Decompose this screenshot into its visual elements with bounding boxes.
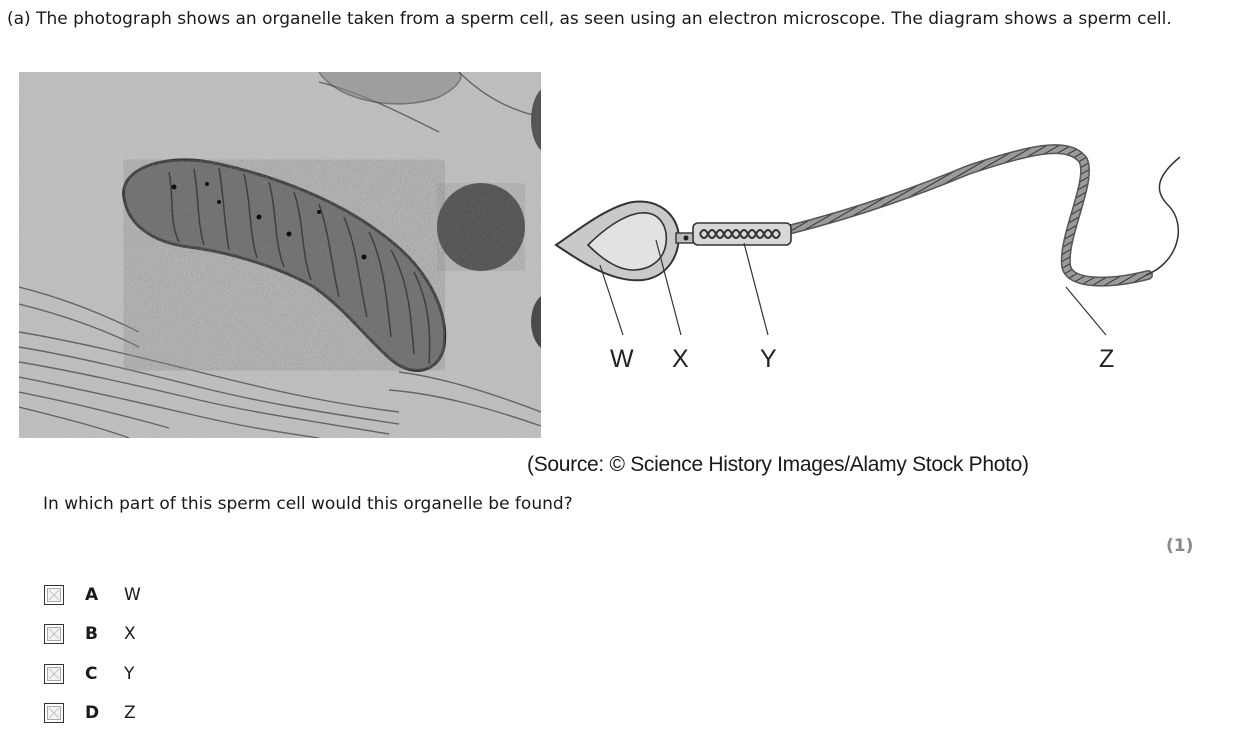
option-text: Y: [124, 664, 134, 684]
option-text: Z: [124, 703, 136, 723]
marks-indicator: (1): [1166, 536, 1193, 556]
question-prompt: In which part of this sperm cell would this organelle be found?: [43, 494, 573, 514]
option-letter: D: [85, 703, 124, 723]
label-y: Y: [760, 345, 777, 373]
sperm-cell-diagram: [548, 135, 1228, 375]
option-b[interactable]: [44, 615, 141, 655]
option-letter: C: [85, 664, 124, 684]
option-c-checkbox[interactable]: [44, 664, 64, 684]
option-text: X: [124, 624, 136, 644]
option-text: W: [124, 585, 141, 605]
checkbox-cross-icon: [47, 627, 61, 641]
question-intro: (a) The photograph shows an organelle taken from a sperm cell, as seen using an electron microscope. The diagram shows a sperm cell.: [7, 4, 1187, 35]
checkbox-cross-icon: [47, 588, 61, 602]
option-c[interactable]: [44, 654, 141, 694]
checkbox-cross-icon: [47, 706, 61, 720]
answer-options: [44, 575, 141, 733]
checkbox-cross-icon: [47, 667, 61, 681]
label-w: W: [610, 345, 634, 373]
option-letter: A: [85, 585, 124, 605]
option-a[interactable]: [44, 575, 141, 615]
electron-micrograph-image: [19, 72, 541, 438]
image-source-credit: (Source: © Science History Images/Alamy Stock Photo): [527, 453, 1029, 477]
option-d[interactable]: [44, 694, 141, 733]
option-d-checkbox[interactable]: [44, 703, 64, 723]
option-letter: B: [85, 624, 124, 644]
label-z: Z: [1099, 345, 1114, 373]
label-x: X: [672, 345, 689, 373]
option-a-checkbox[interactable]: [44, 585, 64, 605]
option-b-checkbox[interactable]: [44, 624, 64, 644]
